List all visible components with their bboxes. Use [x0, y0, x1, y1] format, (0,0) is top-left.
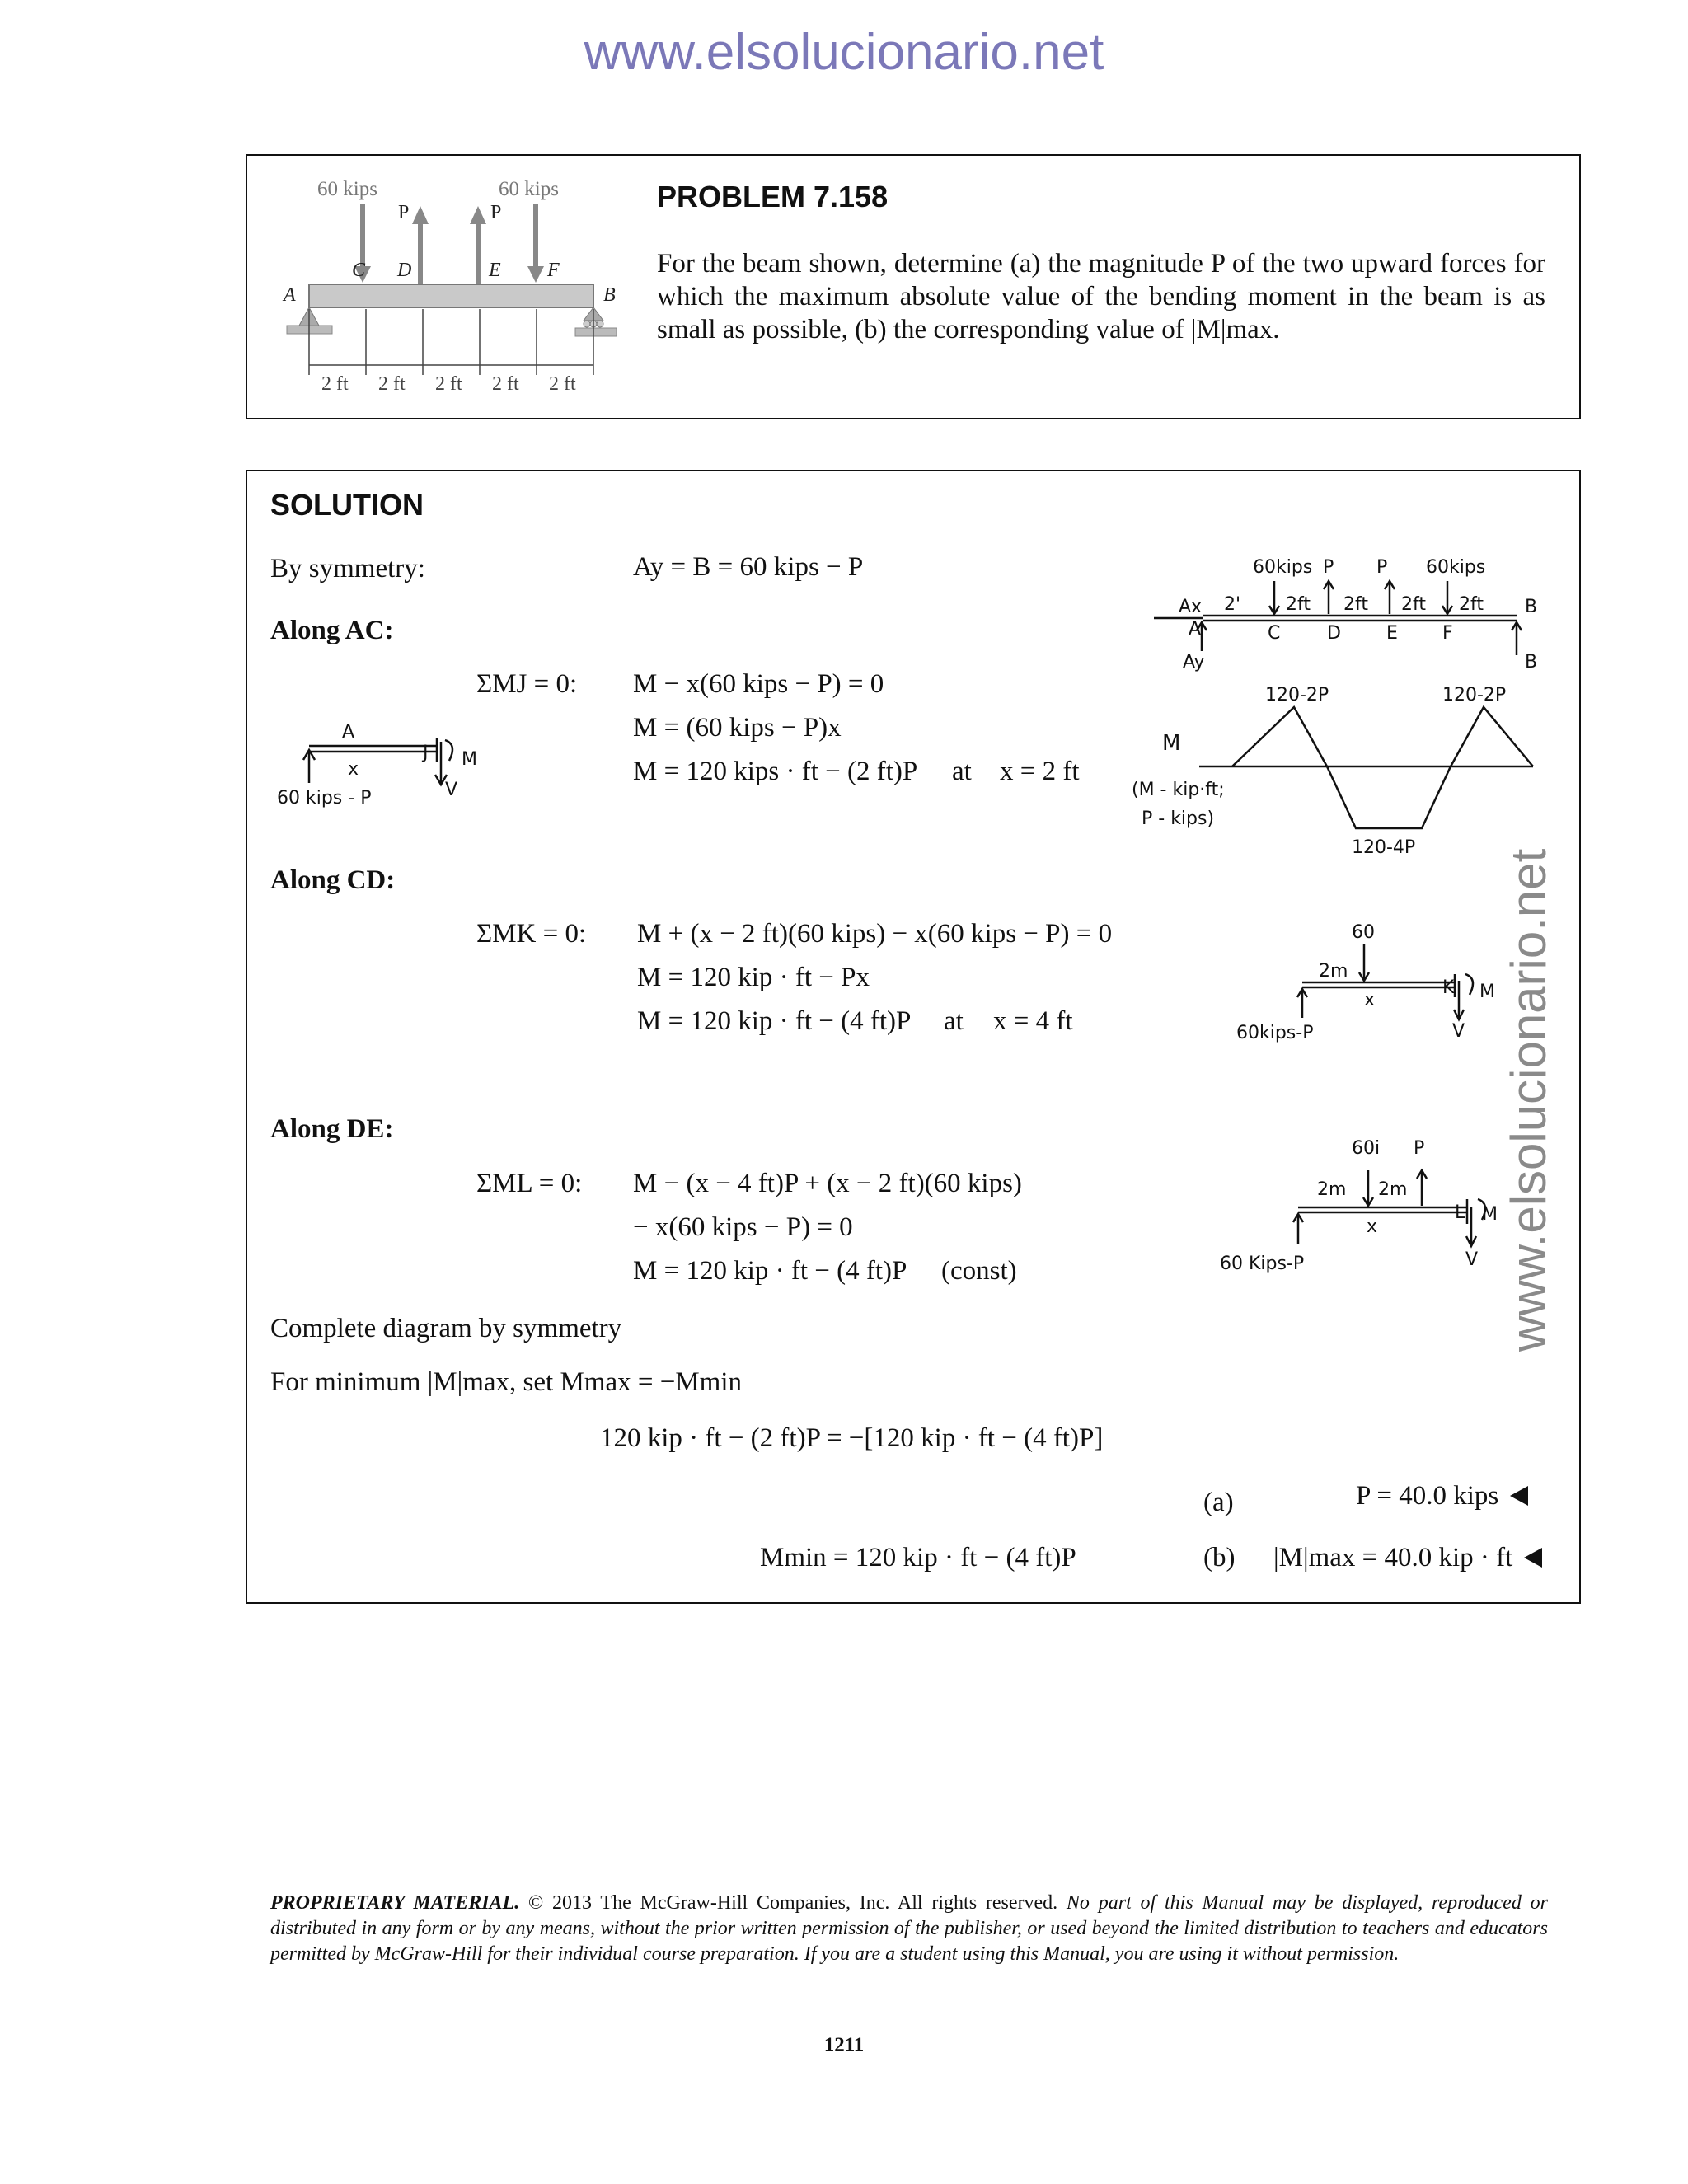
ac-eq3: M = 120 kips · ft − (2 ft)P	[633, 757, 918, 786]
sk-moment-units: (M - kip·ft; P - kips)	[1132, 780, 1225, 829]
answer-a: P = 40.0 kips	[1356, 1481, 1528, 1511]
cd-eq3: M = 120 kip · ft − (4 ft)P	[637, 1006, 912, 1036]
sk-moment-label: M	[1162, 731, 1181, 756]
fbd-cd-sketch	[1236, 915, 1500, 1047]
sk-d: D	[1327, 623, 1341, 644]
sk-span-5: 2ft	[1459, 594, 1484, 615]
fig-span-4: 2 ft	[492, 373, 519, 395]
de-eq3-note: (const)	[941, 1256, 1017, 1286]
fig-span-2: 2 ft	[378, 373, 406, 395]
answer-b-label: (b)	[1203, 1543, 1236, 1572]
fig-load-right-label: 60 kips	[499, 178, 559, 200]
de-eq3: M = 120 kip · ft − (4 ft)P	[633, 1256, 907, 1286]
sk-de-x: x	[1367, 1216, 1378, 1237]
watermark-top: www.elsolucionario.net	[584, 24, 1104, 81]
symmetry-equation: Ay = B = 60 kips − P	[633, 552, 864, 582]
ac-eq1: M − x(60 kips − P) = 0	[633, 669, 884, 699]
sk-moment-peak-right: 120-2P	[1442, 685, 1507, 705]
sk-de-force: 60 Kips-P	[1220, 1254, 1305, 1274]
sk-cd-dist: 2m	[1319, 961, 1348, 982]
sk-e: E	[1386, 623, 1398, 644]
fig-load-left-label: 60 kips	[317, 178, 377, 200]
answer-b-marker-icon	[1524, 1548, 1542, 1568]
de-eq2: − x(60 kips − P) = 0	[633, 1212, 853, 1242]
beam-sketch	[1154, 548, 1558, 684]
sk-load-60-right: 60kips	[1426, 557, 1486, 578]
fbd-ac-force: 60 kips - P	[277, 788, 372, 808]
svg-text:C: C	[352, 260, 366, 281]
problem-statement: For the beam shown, determine (a) the magnitude P of the two upward forces for which the maximum absolute value of the bending moment in the beam is as small as possible, (b) the corresponding value of |M|max.	[657, 249, 1545, 344]
cd-eq2: M = 120 kip · ft − Px	[637, 963, 870, 992]
sk-c: C	[1268, 623, 1281, 644]
sk-load-p-left: P	[1323, 557, 1334, 578]
mmin-equation: Mmin = 120 kip · ft − (4 ft)P	[760, 1543, 1076, 1572]
sk-f: F	[1442, 623, 1453, 644]
de-eq1-lhs: ΣML = 0:	[476, 1169, 583, 1198]
fig-span-5: 2 ft	[549, 373, 576, 395]
sk-ax: Ax	[1179, 597, 1203, 617]
problem-title: PROBLEM 7.158	[657, 180, 889, 213]
sk-b-top: B	[1525, 597, 1538, 617]
fig-p-left-label: P	[398, 202, 410, 223]
svg-text:F: F	[547, 260, 560, 281]
fig-beam	[309, 284, 593, 307]
sk-cd-m: M	[1479, 982, 1495, 1002]
sk-moment-peak-left: 120-2P	[1265, 685, 1329, 705]
svg-text:E: E	[489, 260, 501, 281]
fbd-ac-j: J	[423, 743, 429, 763]
sk-span-3: 2ft	[1343, 594, 1368, 615]
sk-de-load: 60i	[1352, 1138, 1381, 1159]
watermark-side: www.elsolucionario.net	[1501, 848, 1556, 1352]
ac-eq3-at: at	[952, 757, 972, 786]
svg-text:A: A	[284, 284, 296, 306]
sk-cd-force: 60kips-P	[1236, 1023, 1314, 1043]
beam-figure	[272, 169, 643, 404]
along-cd-heading: Along CD:	[270, 865, 396, 895]
sk-load-p-right: P	[1376, 557, 1388, 578]
fbd-ac-x: x	[348, 759, 359, 780]
fbd-ac-a: A	[342, 722, 355, 743]
ac-eq3-x: x = 2 ft	[1000, 757, 1080, 786]
svg-text:D: D	[397, 260, 412, 281]
answer-a-marker-icon	[1510, 1486, 1528, 1506]
sk-b-bottom: B	[1525, 652, 1538, 673]
sk-de-l: L	[1455, 1202, 1465, 1223]
answer-b: |M|max = 40.0 kip · ft	[1273, 1543, 1542, 1573]
fbd-ac-v: V	[445, 780, 458, 800]
sk-ay: Ay	[1183, 652, 1205, 673]
sk-de-d2: 2m	[1378, 1179, 1408, 1200]
fbd-ac-sketch	[272, 717, 519, 816]
sk-cd-x: x	[1364, 990, 1376, 1010]
sk-span-1: 2'	[1224, 594, 1241, 615]
sk-span-2: 2ft	[1286, 594, 1311, 615]
cd-eq3-x: x = 4 ft	[993, 1006, 1073, 1036]
sk-a: A	[1189, 619, 1202, 640]
cd-eq1: M + (x − 2 ft)(60 kips) − x(60 kips − P) = 0	[637, 919, 1113, 949]
minimum-text: For minimum |M|max, set Mmax = −Mmin	[270, 1367, 743, 1397]
solution-title: SOLUTION	[270, 488, 424, 522]
sk-span-4: 2ft	[1401, 594, 1426, 615]
sk-cd-v: V	[1452, 1021, 1465, 1042]
ac-eq2: M = (60 kips − P)x	[633, 713, 842, 743]
sk-cd-load: 60	[1352, 922, 1375, 943]
fbd-de-sketch	[1220, 1129, 1500, 1277]
fig-p-right-label: P	[490, 202, 502, 223]
sk-de-m: M	[1482, 1204, 1498, 1225]
de-eq1: M − (x − 4 ft)P + (x − 2 ft)(60 kips)	[633, 1169, 1022, 1198]
sk-de-v: V	[1465, 1249, 1479, 1270]
along-de-heading: Along DE:	[270, 1114, 394, 1144]
svg-text:B: B	[603, 284, 616, 306]
sk-load-60-left: 60kips	[1253, 557, 1313, 578]
symmetry-label: By symmetry:	[270, 554, 425, 583]
footer-copyright: PROPRIETARY MATERIAL. © 2013 The McGraw-Hill Companies, Inc. All rights reserved. No part of this Manual may be displayed, reproduced or distributed in any form or by any means, without the prior written permission of the publisher, or used beyond the limited distribution to teachers and educators permitted by McGraw-Hill for their individual course preparation. If you are a student using this Manual, you are using it without permission.	[270, 1892, 1548, 1965]
sk-moment-valley: 120-4P	[1352, 837, 1416, 858]
fig-span-3: 2 ft	[435, 373, 462, 395]
page-number: 1211	[823, 2034, 865, 2056]
ac-eq1-lhs: ΣMJ = 0:	[476, 669, 578, 699]
sk-cd-k: K	[1442, 977, 1455, 998]
minimum-equation: 120 kip · ft − (2 ft)P = −[120 kip · ft − (4 ft)P]	[600, 1423, 1104, 1453]
answer-a-label: (a)	[1203, 1488, 1234, 1517]
fig-span-1: 2 ft	[321, 373, 349, 395]
sk-de-p: P	[1414, 1138, 1425, 1159]
sk-de-d1: 2m	[1317, 1179, 1347, 1200]
cd-eq1-lhs: ΣMK = 0:	[476, 919, 587, 949]
cd-eq3-at: at	[944, 1006, 964, 1036]
moment-diagram-sketch	[1129, 684, 1550, 865]
fbd-ac-m: M	[462, 749, 477, 770]
along-ac-heading: Along AC:	[270, 616, 394, 645]
complete-diagram-text: Complete diagram by symmetry	[270, 1314, 622, 1343]
